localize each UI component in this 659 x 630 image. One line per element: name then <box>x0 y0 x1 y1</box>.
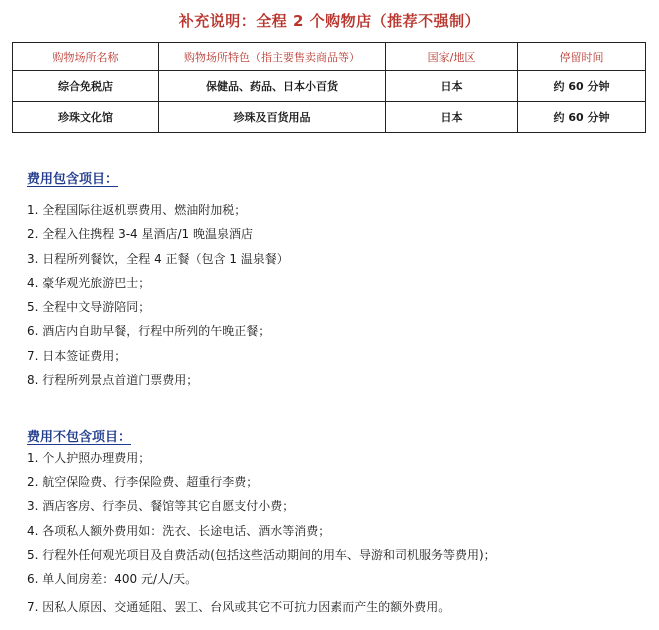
list-item: 2. 航空保险费、行李保险费、超重行李费； <box>27 475 259 490</box>
excluded-list <box>27 446 496 619</box>
header-shop-feature: 购物场所特色（指主要售卖商品等） <box>159 43 386 71</box>
table-row <box>13 102 646 133</box>
table-header-row <box>13 43 646 71</box>
list-item: 1. 个人护照办理费用； <box>27 451 151 465</box>
cell-country: 日本 <box>386 102 518 133</box>
list-item: 7. 因私人原因、交通延阻、罢工、台风或其它不可抗力因素而产生的额外费用。 <box>27 600 451 615</box>
list-item: 6. 单人间房差：400 元/人/天。 <box>27 571 198 586</box>
cell-shop-name: 珍珠文化馆 <box>13 102 159 133</box>
cell-stay-time: 约 60 分钟 <box>518 71 646 102</box>
table-row <box>13 71 646 102</box>
header-country: 国家/地区 <box>386 43 518 71</box>
header-shop-name: 购物场所名称 <box>13 43 159 71</box>
excluded-heading: 费用不包含项目： <box>27 430 132 445</box>
list-item: 3. 日程所列餐饮，全程 4 正餐（包含 1 温泉餐） <box>27 251 289 266</box>
cell-country: 日本 <box>386 71 518 102</box>
included-list <box>27 198 289 392</box>
cell-shop-feature: 保健品、药品、日本小百货 <box>159 71 386 102</box>
list-item: 2. 全程入住携程 3-4 星酒店/1 晚温泉酒店 <box>27 227 253 242</box>
cell-shop-name: 综合免税店 <box>13 71 159 102</box>
cell-stay-time: 约 60 分钟 <box>518 102 646 133</box>
list-item: 6. 酒店内自助早餐，行程中所列的午晚正餐； <box>27 324 271 339</box>
list-item: 8. 行程所列景点首道门票费用； <box>27 373 199 388</box>
list-item: 4. 豪华观光旅游巴士； <box>27 275 151 290</box>
cell-shop-feature: 珍珠及百货用品 <box>159 102 386 133</box>
header-stay-time: 停留时间 <box>518 43 646 71</box>
list-item: 4. 各项私人额外费用如：洗衣、长途电话、酒水等消费； <box>27 523 331 538</box>
included-heading: 费用包含项目： <box>27 172 119 187</box>
list-item: 7. 日本签证费用； <box>27 348 127 363</box>
list-item: 5. 全程中文导游陪同； <box>27 300 151 315</box>
list-item: 1. 全程国际往返机票费用、燃油附加税； <box>27 203 247 217</box>
shopping-table <box>12 42 646 133</box>
supplement-title: 补充说明：全程 2 个购物店（推荐不强制） <box>178 12 481 30</box>
list-item: 5. 行程外任何观光项目及自费活动(包括这些活动期间的用车、导游和司机服务等费用)； <box>27 547 496 562</box>
list-item: 3. 酒店客房、行李员、餐馆等其它自愿支付小费； <box>27 499 295 514</box>
